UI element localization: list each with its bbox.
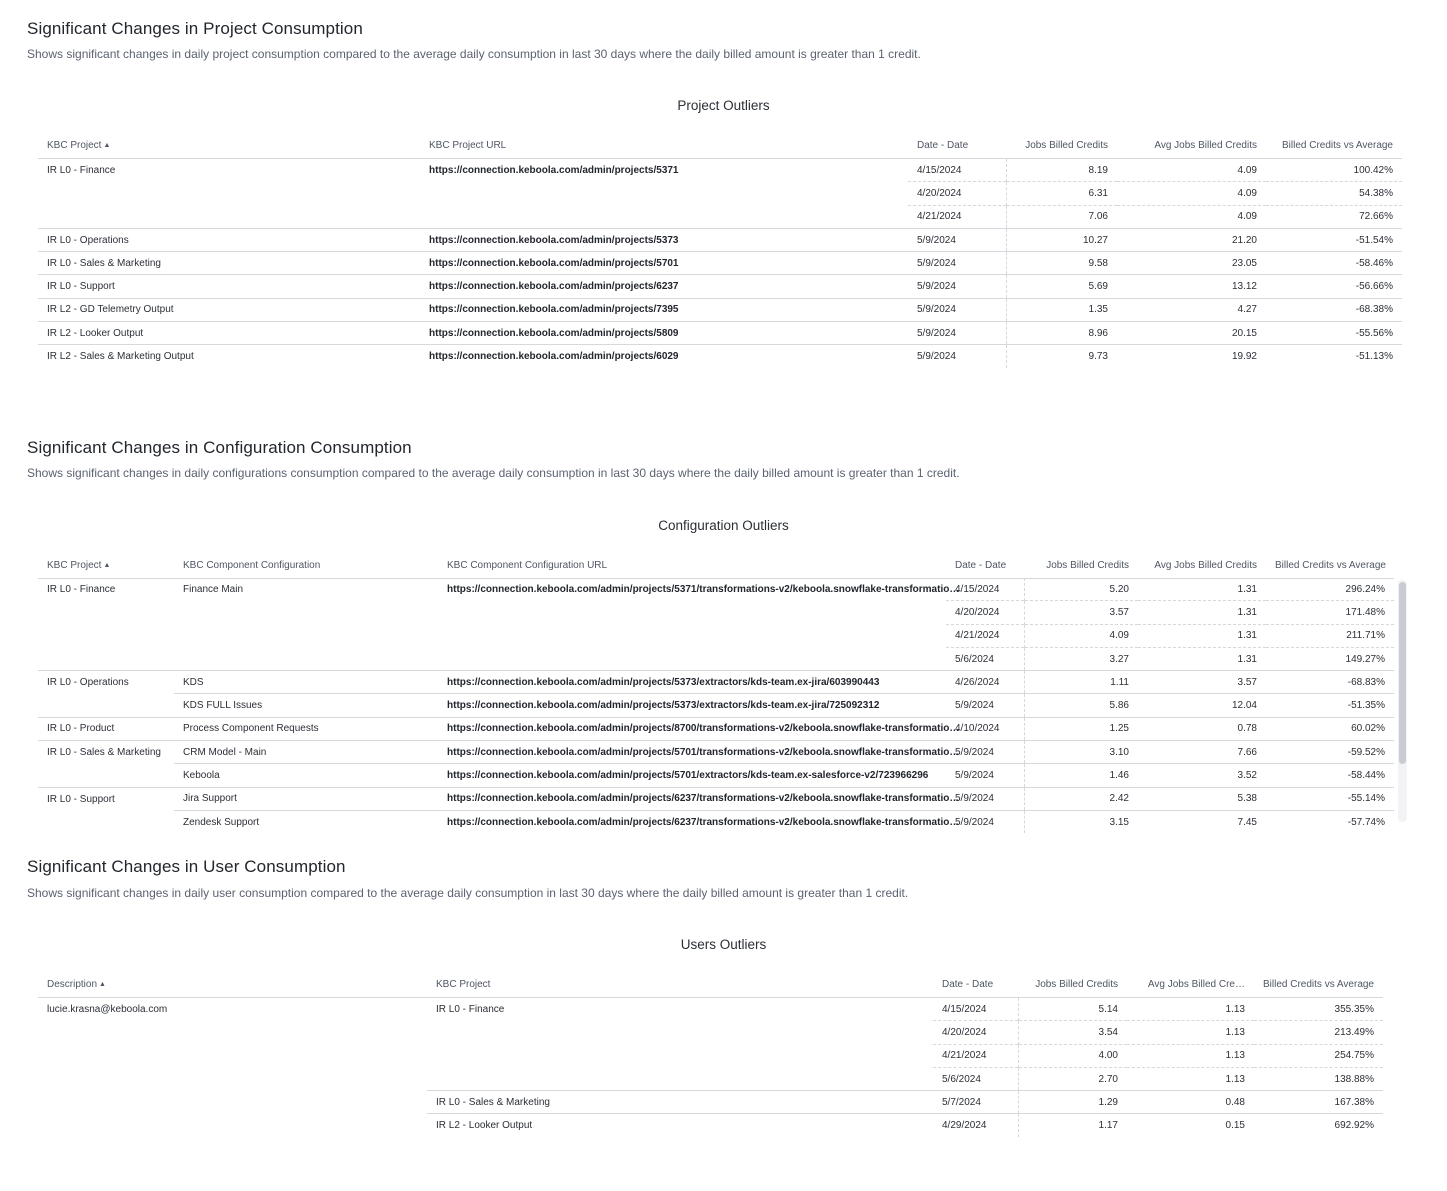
avg-jobs-billed-credits-cell: 4.09	[1117, 182, 1266, 205]
col-kbc-component-configuration-url[interactable]: KBC Component Configuration URL	[438, 553, 946, 579]
configuration-url-link[interactable]: https://connection.keboola.com/admin/projects/6237/transformations-v2/keboola.snowflake-transformatio…	[438, 787, 946, 810]
billed-credits-vs-average-cell: -51.54%	[1266, 228, 1402, 251]
jobs-billed-credits-cell: 1.11	[1024, 671, 1138, 694]
col-kbc-project-url[interactable]: KBC Project URL	[420, 133, 908, 159]
component-configuration-cell: CRM Model - Main	[174, 741, 438, 764]
avg-jobs-billed-credits-cell: 1.13	[1127, 1021, 1254, 1044]
project-name-cell: IR L0 - Sales & Marketing	[38, 741, 174, 788]
table-row	[38, 671, 1394, 694]
component-configuration-cell: Keboola	[174, 764, 438, 787]
avg-jobs-billed-credits-cell: 4.09	[1117, 205, 1266, 228]
date-cell: 4/26/2024	[946, 671, 1024, 694]
project-url-link[interactable]: https://connection.keboola.com/admin/projects/6029	[420, 345, 908, 368]
jobs-billed-credits-cell: 5.20	[1109, 583, 1129, 595]
jobs-billed-credits-cell: 5.69	[1006, 275, 1117, 298]
sort-ascending-icon[interactable]: ▲	[103, 142, 111, 149]
jobs-billed-credits-cell: 10.27	[1006, 228, 1117, 251]
col-avg-jobs-billed-credits[interactable]: Avg Jobs Billed Credits	[1117, 133, 1266, 159]
jobs-billed-credits-cell: 2.42	[1024, 787, 1138, 810]
component-configuration-cell: KDS	[174, 671, 438, 694]
avg-jobs-billed-credits-cell: 7.45	[1138, 810, 1266, 833]
date-cell: 4/29/2024	[933, 1114, 1018, 1137]
table-row	[38, 717, 1394, 740]
avg-jobs-billed-credits-cell: 7.66	[1138, 741, 1266, 764]
avg-jobs-billed-credits-cell: 0.15	[1127, 1114, 1254, 1137]
billed-credits-vs-average-cell: 60.02%	[1266, 717, 1394, 740]
date-cell: 5/6/2024	[946, 647, 1024, 670]
project-name-cell: IR L0 - Product	[38, 717, 174, 740]
billed-credits-vs-average-cell: 72.66%	[1266, 205, 1402, 228]
billed-credits-vs-average-cell: -59.52%	[1266, 741, 1394, 764]
table-row	[38, 322, 1402, 345]
table-row	[38, 998, 1383, 1021]
date-cell: 4/20/2024	[908, 182, 1006, 205]
jobs-billed-credits-cell: 1.46	[1024, 764, 1138, 787]
user-section-description: Shows significant changes in daily user consumption compared to the average daily consumption in last 30 days where the daily billed amount is greater than 1 credit.	[27, 886, 909, 900]
jobs-billed-credits-cell: 5.86	[1024, 694, 1138, 717]
config-section-description: Shows significant changes in daily configurations consumption compared to the average daily consumption in last 30 days where the daily billed amount is greater than 1 credit.	[27, 466, 960, 480]
project-name-cell: IR L0 - Finance	[47, 165, 116, 176]
project-url-link[interactable]: https://connection.keboola.com/admin/projects/5373	[420, 228, 908, 251]
project-url-link[interactable]: https://connection.keboola.com/admin/projects/5371	[429, 165, 679, 176]
config-table-scroll-area[interactable]	[38, 578, 1410, 828]
config-table-scrollbar[interactable]	[1398, 580, 1407, 822]
avg-jobs-billed-credits-cell: 20.15	[1117, 322, 1266, 345]
jobs-billed-credits-cell: 3.10	[1024, 741, 1138, 764]
date-cell: 4/10/2024	[946, 717, 1024, 740]
component-configuration-cell: Zendesk Support	[174, 810, 438, 833]
col-billed-credits-vs-average[interactable]: Billed Credits vs Average	[1254, 972, 1383, 998]
avg-jobs-billed-credits-cell: 3.52	[1138, 764, 1266, 787]
table-row	[38, 275, 1402, 298]
jobs-billed-credits-cell: 1.17	[1018, 1114, 1127, 1137]
table-row	[38, 787, 1394, 810]
billed-credits-vs-average-cell: 211.71%	[1266, 624, 1394, 647]
billed-credits-vs-average-cell: -68.38%	[1266, 298, 1402, 321]
configuration-url-link[interactable]: https://connection.keboola.com/admin/projects/5701/transformations-v2/keboola.snowflake-transformatio…	[438, 741, 946, 764]
avg-jobs-billed-credits-cell: 1.31	[1138, 624, 1266, 647]
table-row	[38, 741, 1394, 764]
billed-credits-vs-average-cell: -57.74%	[1266, 810, 1394, 833]
jobs-billed-credits-cell: 3.27	[1024, 647, 1138, 670]
col-kbc-project[interactable]: KBC Project	[427, 972, 933, 998]
date-cell: 5/7/2024	[933, 1091, 1018, 1114]
billed-credits-vs-average-cell: 167.38%	[1254, 1091, 1383, 1114]
avg-jobs-billed-credits-cell: 4.09	[1237, 164, 1257, 176]
project-name-cell: IR L2 - Looker Output	[38, 322, 420, 345]
project-name-cell: IR L0 - Support	[38, 787, 174, 833]
configuration-url-link[interactable]: https://connection.keboola.com/admin/projects/5701/extractors/kds-team.ex-salesforce-v2/723966296	[438, 764, 946, 787]
table-row	[38, 578, 1394, 601]
billed-credits-vs-average-cell: -56.66%	[1266, 275, 1402, 298]
date-cell: 4/21/2024	[908, 205, 1006, 228]
project-name-cell: IR L0 - Operations	[38, 228, 420, 251]
date-cell: 5/9/2024	[908, 322, 1006, 345]
component-configuration-cell: Process Component Requests	[174, 717, 438, 740]
jobs-billed-credits-cell: 7.06	[1006, 205, 1117, 228]
avg-jobs-billed-credits-cell: 1.31	[1237, 583, 1257, 595]
date-cell: 5/9/2024	[946, 741, 1024, 764]
project-name-cell: IR L0 - Finance	[436, 1004, 505, 1015]
date-cell: 4/21/2024	[933, 1044, 1018, 1067]
avg-jobs-billed-credits-cell: 23.05	[1117, 252, 1266, 275]
date-cell: 5/9/2024	[946, 787, 1024, 810]
billed-credits-vs-average-cell: -58.44%	[1266, 764, 1394, 787]
avg-jobs-billed-credits-cell: 1.13	[1127, 1067, 1254, 1090]
project-name-cell: IR L0 - Operations	[38, 671, 174, 718]
col-kbc-project[interactable]: KBC Project ▲	[38, 553, 174, 579]
avg-jobs-billed-credits-cell: 13.12	[1117, 275, 1266, 298]
date-cell: 5/9/2024	[908, 228, 1006, 251]
user-description-cell: lucie.krasna@keboola.com	[47, 1004, 168, 1015]
table-row	[38, 159, 1402, 182]
billed-credits-vs-average-cell: -55.56%	[1266, 322, 1402, 345]
billed-credits-vs-average-cell: -58.46%	[1266, 252, 1402, 275]
col-jobs-billed-credits[interactable]: Jobs Billed Credits	[1018, 972, 1127, 998]
jobs-billed-credits-cell: 8.96	[1006, 322, 1117, 345]
date-cell: 5/6/2024	[933, 1067, 1018, 1090]
col-billed-credits-vs-average[interactable]: Billed Credits vs Average	[1266, 133, 1402, 159]
scrollbar-thumb[interactable]	[1399, 582, 1406, 764]
table-row	[38, 810, 1394, 833]
project-section-title: Significant Changes in Project Consumption	[27, 19, 363, 38]
avg-jobs-billed-credits-cell: 19.92	[1117, 345, 1266, 368]
table-row	[38, 252, 1402, 275]
table-row	[38, 228, 1402, 251]
date-cell: 5/9/2024	[908, 252, 1006, 275]
col-jobs-billed-credits[interactable]: Jobs Billed Credits	[1024, 553, 1138, 579]
col-description[interactable]: Description ▲	[38, 972, 427, 998]
billed-credits-vs-average-cell: 149.27%	[1266, 647, 1394, 670]
avg-jobs-billed-credits-cell: 0.78	[1138, 717, 1266, 740]
sort-ascending-icon[interactable]: ▲	[103, 562, 111, 569]
col-date[interactable]: Date - Date	[946, 553, 1024, 579]
jobs-billed-credits-cell: 9.73	[1006, 345, 1117, 368]
jobs-billed-credits-cell: 1.29	[1018, 1091, 1127, 1114]
date-cell: 5/9/2024	[908, 275, 1006, 298]
col-jobs-billed-credits[interactable]: Jobs Billed Credits	[1006, 133, 1117, 159]
col-kbc-project[interactable]: KBC Project ▲	[38, 133, 420, 159]
billed-credits-vs-average-cell: -68.83%	[1266, 671, 1394, 694]
config-table-title: Configuration Outliers	[658, 518, 789, 533]
billed-credits-vs-average-cell: -51.35%	[1266, 694, 1394, 717]
billed-credits-vs-average-cell: 54.38%	[1266, 182, 1402, 205]
users-outliers-table	[38, 972, 1383, 1137]
jobs-billed-credits-cell: 8.19	[1088, 164, 1108, 176]
avg-jobs-billed-credits-cell: 12.04	[1138, 694, 1266, 717]
project-outliers-table	[38, 133, 1402, 368]
project-url-link[interactable]: https://connection.keboola.com/admin/projects/5701	[420, 252, 908, 275]
date-cell: 5/9/2024	[946, 694, 1024, 717]
project-name-cell: IR L0 - Support	[38, 275, 420, 298]
date-cell: 4/20/2024	[933, 1021, 1018, 1044]
project-name-cell: IR L0 - Finance	[47, 584, 116, 595]
jobs-billed-credits-cell: 2.70	[1018, 1067, 1127, 1090]
avg-jobs-billed-credits-cell: 0.48	[1127, 1091, 1254, 1114]
jobs-billed-credits-cell: 6.31	[1006, 182, 1117, 205]
date-cell: 5/9/2024	[908, 345, 1006, 368]
config-section-title: Significant Changes in Configuration Consumption	[27, 438, 412, 457]
project-url-link[interactable]: https://connection.keboola.com/admin/projects/5809	[420, 322, 908, 345]
configuration-url-link[interactable]: https://connection.keboola.com/admin/projects/5373/extractors/kds-team.ex-jira/603990443	[438, 671, 946, 694]
col-avg-jobs-billed-credits[interactable]: Avg Jobs Billed Cre…	[1127, 972, 1254, 998]
billed-credits-vs-average-cell: -55.14%	[1266, 787, 1394, 810]
project-table-title: Project Outliers	[677, 98, 770, 113]
config-outliers-table	[38, 578, 1394, 833]
configuration-url-link[interactable]: https://connection.keboola.com/admin/projects/8700/transformations-v2/keboola.snowflake-transformatio…	[438, 717, 946, 740]
jobs-billed-credits-cell: 3.54	[1018, 1021, 1127, 1044]
project-name-cell: IR L0 - Sales & Marketing	[38, 252, 420, 275]
jobs-billed-credits-cell: 1.25	[1024, 717, 1138, 740]
date-cell: 5/9/2024	[946, 810, 1024, 833]
billed-credits-vs-average-cell: 692.92%	[1254, 1114, 1383, 1137]
avg-jobs-billed-credits-cell: 1.13	[1127, 1044, 1254, 1067]
table-row	[38, 298, 1402, 321]
avg-jobs-billed-credits-cell: 1.13	[1225, 1003, 1245, 1015]
jobs-billed-credits-cell: 4.00	[1018, 1044, 1127, 1067]
component-configuration-cell: Finance Main	[183, 584, 244, 595]
project-name-cell: IR L2 - GD Telemetry Output	[38, 298, 420, 321]
sort-ascending-icon[interactable]: ▲	[99, 981, 106, 988]
configuration-url-link[interactable]: https://connection.keboola.com/admin/projects/5371/transformations-v2/keboola.snowflake-transformatio…	[447, 584, 960, 595]
jobs-billed-credits-cell: 1.35	[1006, 298, 1117, 321]
project-url-link[interactable]: https://connection.keboola.com/admin/projects/7395	[420, 298, 908, 321]
configuration-url-link[interactable]: https://connection.keboola.com/admin/projects/5373/extractors/kds-team.ex-jira/725092312	[438, 694, 946, 717]
avg-jobs-billed-credits-cell: 3.57	[1138, 671, 1266, 694]
date-cell: 4/15/2024	[908, 159, 1006, 182]
col-avg-jobs-billed-credits[interactable]: Avg Jobs Billed Credits	[1138, 553, 1266, 579]
col-kbc-component-configuration[interactable]: KBC Component Configuration	[174, 553, 438, 579]
table-row	[38, 345, 1402, 368]
billed-credits-vs-average-cell: 355.35%	[1334, 1003, 1374, 1015]
date-cell: 5/9/2024	[908, 298, 1006, 321]
jobs-billed-credits-cell: 5.14	[1098, 1003, 1118, 1015]
col-billed-credits-vs-average[interactable]: Billed Credits vs Average	[1266, 553, 1394, 579]
avg-jobs-billed-credits-cell: 4.27	[1117, 298, 1266, 321]
project-name-cell: IR L0 - Sales & Marketing	[427, 1091, 933, 1114]
config-outliers-table-header	[38, 553, 1394, 579]
avg-jobs-billed-credits-cell: 1.31	[1138, 601, 1266, 624]
date-cell: 5/9/2024	[946, 764, 1024, 787]
billed-credits-vs-average-cell: 138.88%	[1254, 1067, 1383, 1090]
table-row	[38, 694, 1394, 717]
col-date[interactable]: Date - Date	[908, 133, 1006, 159]
component-configuration-cell: KDS FULL Issues	[174, 694, 438, 717]
avg-jobs-billed-credits-cell: 1.31	[1138, 647, 1266, 670]
project-name-cell: IR L2 - Looker Output	[427, 1114, 933, 1137]
jobs-billed-credits-cell: 3.57	[1024, 601, 1138, 624]
date-cell: 4/15/2024	[933, 998, 1018, 1021]
date-cell: 4/21/2024	[946, 624, 1024, 647]
user-section-title: Significant Changes in User Consumption	[27, 857, 346, 876]
billed-credits-vs-average-cell: 100.42%	[1353, 164, 1393, 176]
avg-jobs-billed-credits-cell: 21.20	[1117, 228, 1266, 251]
jobs-billed-credits-cell: 9.58	[1006, 252, 1117, 275]
user-table-title: Users Outliers	[680, 937, 767, 952]
project-name-cell: IR L2 - Sales & Marketing Output	[38, 345, 420, 368]
billed-credits-vs-average-cell: -51.13%	[1266, 345, 1402, 368]
date-cell: 4/15/2024	[946, 578, 1024, 601]
jobs-billed-credits-cell: 4.09	[1024, 624, 1138, 647]
billed-credits-vs-average-cell: 254.75%	[1254, 1044, 1383, 1067]
configuration-url-link[interactable]: https://connection.keboola.com/admin/projects/6237/transformations-v2/keboola.snowflake-transformatio…	[438, 810, 946, 833]
project-url-link[interactable]: https://connection.keboola.com/admin/projects/6237	[420, 275, 908, 298]
jobs-billed-credits-cell: 3.15	[1024, 810, 1138, 833]
avg-jobs-billed-credits-cell: 5.38	[1138, 787, 1266, 810]
billed-credits-vs-average-cell: 296.24%	[1345, 583, 1385, 595]
billed-credits-vs-average-cell: 171.48%	[1266, 601, 1394, 624]
project-section-description: Shows significant changes in daily project consumption compared to the average daily consumption in last 30 days where the daily billed amount is greater than 1 credit.	[27, 47, 921, 61]
col-date[interactable]: Date - Date	[933, 972, 1018, 998]
billed-credits-vs-average-cell: 213.49%	[1254, 1021, 1383, 1044]
component-configuration-cell: Jira Support	[174, 787, 438, 810]
date-cell: 4/20/2024	[946, 601, 1024, 624]
table-row	[38, 764, 1394, 787]
